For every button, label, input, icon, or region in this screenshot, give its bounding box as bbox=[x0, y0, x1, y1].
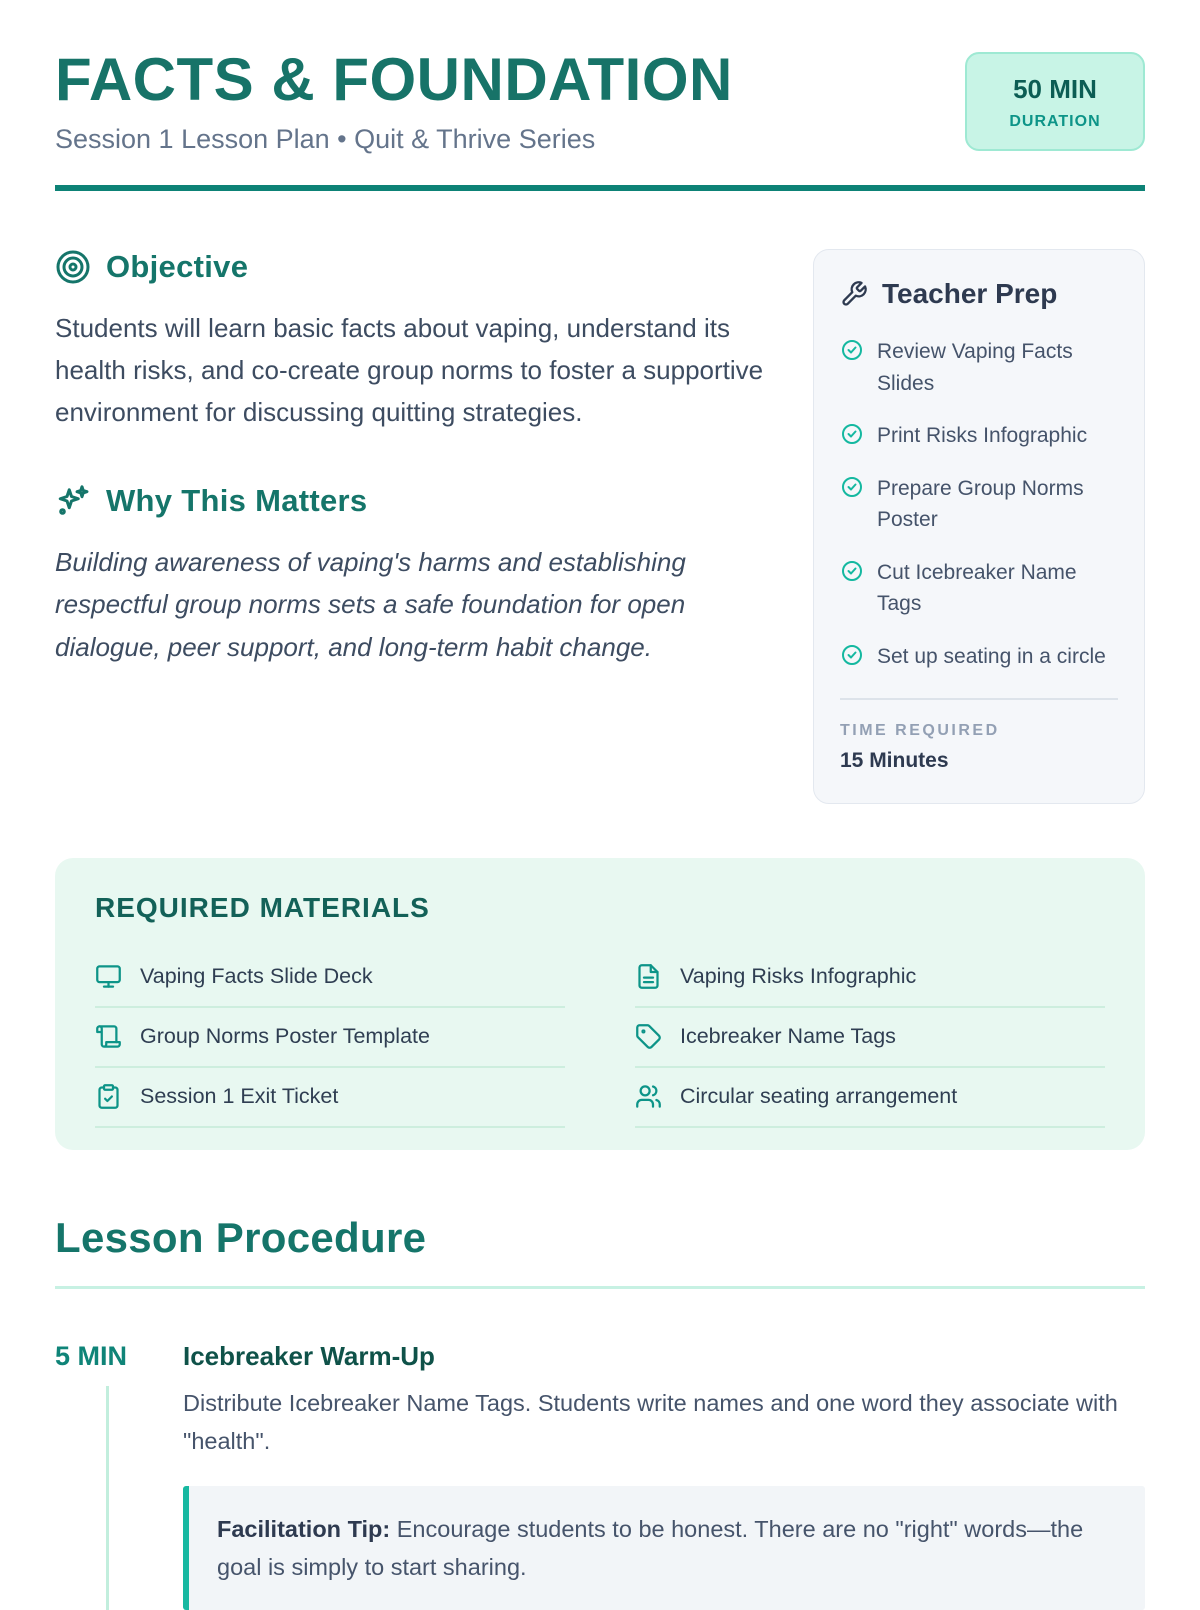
timeline-line bbox=[106, 1386, 109, 1610]
material-label: Icebreaker Name Tags bbox=[680, 1024, 896, 1048]
page-title: FACTS & FOUNDATION bbox=[55, 46, 733, 113]
step-duration-column bbox=[55, 1341, 183, 1610]
page-header bbox=[55, 46, 1145, 155]
why-heading: Why This Matters bbox=[106, 483, 368, 519]
why-text: Building awareness of vaping's harms and establishing respectful group norms sets a safe foundation for open dialogue, peer support, and long-term habit change. bbox=[55, 547, 686, 662]
step-content bbox=[183, 1341, 1145, 1610]
procedure-heading: Lesson Procedure bbox=[55, 1214, 427, 1261]
teacher-prep-heading-row bbox=[840, 278, 1118, 310]
prep-item-label: Prepare Group Norms Poster bbox=[877, 476, 1084, 531]
material-item bbox=[635, 1008, 1105, 1068]
duration-label: DURATION bbox=[1009, 113, 1101, 130]
prep-item-label: Print Risks Infographic bbox=[877, 424, 1088, 447]
left-column bbox=[55, 249, 773, 804]
check-circle-icon bbox=[840, 475, 864, 499]
clipboard-check-icon bbox=[95, 1083, 122, 1110]
procedure-step bbox=[55, 1341, 1145, 1610]
step-title: Icebreaker Warm-Up bbox=[183, 1341, 435, 1371]
material-item bbox=[635, 948, 1105, 1008]
time-required-label: TIME REQUIRED bbox=[840, 722, 1000, 739]
prep-item-label: Review Vaping Facts Slides bbox=[877, 340, 1073, 395]
material-item bbox=[95, 1068, 565, 1128]
material-label: Vaping Risks Infographic bbox=[680, 964, 917, 988]
check-circle-icon bbox=[840, 643, 864, 667]
duration-value: 50 MIN bbox=[1013, 74, 1097, 104]
target-icon bbox=[55, 249, 91, 285]
wrench-icon bbox=[840, 280, 868, 308]
procedure-divider bbox=[55, 1286, 1145, 1289]
users-icon bbox=[635, 1083, 662, 1110]
sparkles-icon bbox=[55, 483, 91, 519]
prep-item-label: Cut Icebreaker Name Tags bbox=[877, 560, 1077, 615]
material-label: Session 1 Exit Ticket bbox=[140, 1084, 339, 1108]
material-item bbox=[95, 948, 565, 1008]
title-block bbox=[55, 46, 733, 155]
prep-divider bbox=[840, 698, 1118, 700]
check-circle-icon bbox=[840, 559, 864, 583]
header-divider bbox=[55, 185, 1145, 191]
materials-card bbox=[55, 858, 1145, 1150]
prep-item bbox=[840, 420, 1118, 452]
objective-heading: Objective bbox=[106, 249, 249, 284]
tip-text: Encourage students to be honest. There are no "right" words—the goal is simply to start sharing. bbox=[217, 1516, 1084, 1581]
materials-heading: REQUIRED MATERIALS bbox=[95, 892, 430, 923]
tag-icon bbox=[635, 1023, 662, 1050]
material-label: Group Norms Poster Template bbox=[140, 1024, 430, 1048]
why-heading-row bbox=[55, 483, 773, 519]
time-required-value: 15 Minutes bbox=[840, 749, 949, 772]
prep-item bbox=[840, 473, 1118, 536]
step-description: Distribute Icebreaker Name Tags. Students write names and one word they associate with "health". bbox=[183, 1390, 1118, 1455]
prep-item bbox=[840, 641, 1118, 673]
check-circle-icon bbox=[840, 338, 864, 362]
prep-item bbox=[840, 557, 1118, 620]
teacher-prep-heading: Teacher Prep bbox=[882, 278, 1058, 309]
prep-item bbox=[840, 336, 1118, 399]
material-label: Vaping Facts Slide Deck bbox=[140, 964, 373, 988]
page-subtitle: Session 1 Lesson Plan • Quit & Thrive Series bbox=[55, 124, 596, 154]
materials-grid bbox=[95, 948, 1105, 1128]
facilitation-tip-box bbox=[183, 1486, 1145, 1610]
material-item bbox=[635, 1068, 1105, 1128]
tip-label: Facilitation Tip: bbox=[217, 1516, 391, 1543]
document-icon bbox=[635, 963, 662, 990]
main-columns bbox=[55, 249, 1145, 804]
teacher-prep-card bbox=[813, 249, 1145, 804]
monitor-icon bbox=[95, 963, 122, 990]
check-circle-icon bbox=[840, 422, 864, 446]
scroll-icon bbox=[95, 1023, 122, 1050]
objective-text: Students will learn basic facts about vaping, understand its health risks, and co-create group norms to foster a supportive environment for discussing quitting strategies. bbox=[55, 313, 764, 428]
objective-heading-row bbox=[55, 249, 773, 285]
step-duration: 5 MIN bbox=[55, 1341, 128, 1371]
material-label: Circular seating arrangement bbox=[680, 1084, 958, 1108]
prep-item-label: Set up seating in a circle bbox=[877, 644, 1106, 668]
teacher-prep-list bbox=[840, 336, 1118, 672]
why-section bbox=[55, 483, 773, 667]
duration-badge bbox=[965, 52, 1145, 151]
material-item bbox=[95, 1008, 565, 1068]
